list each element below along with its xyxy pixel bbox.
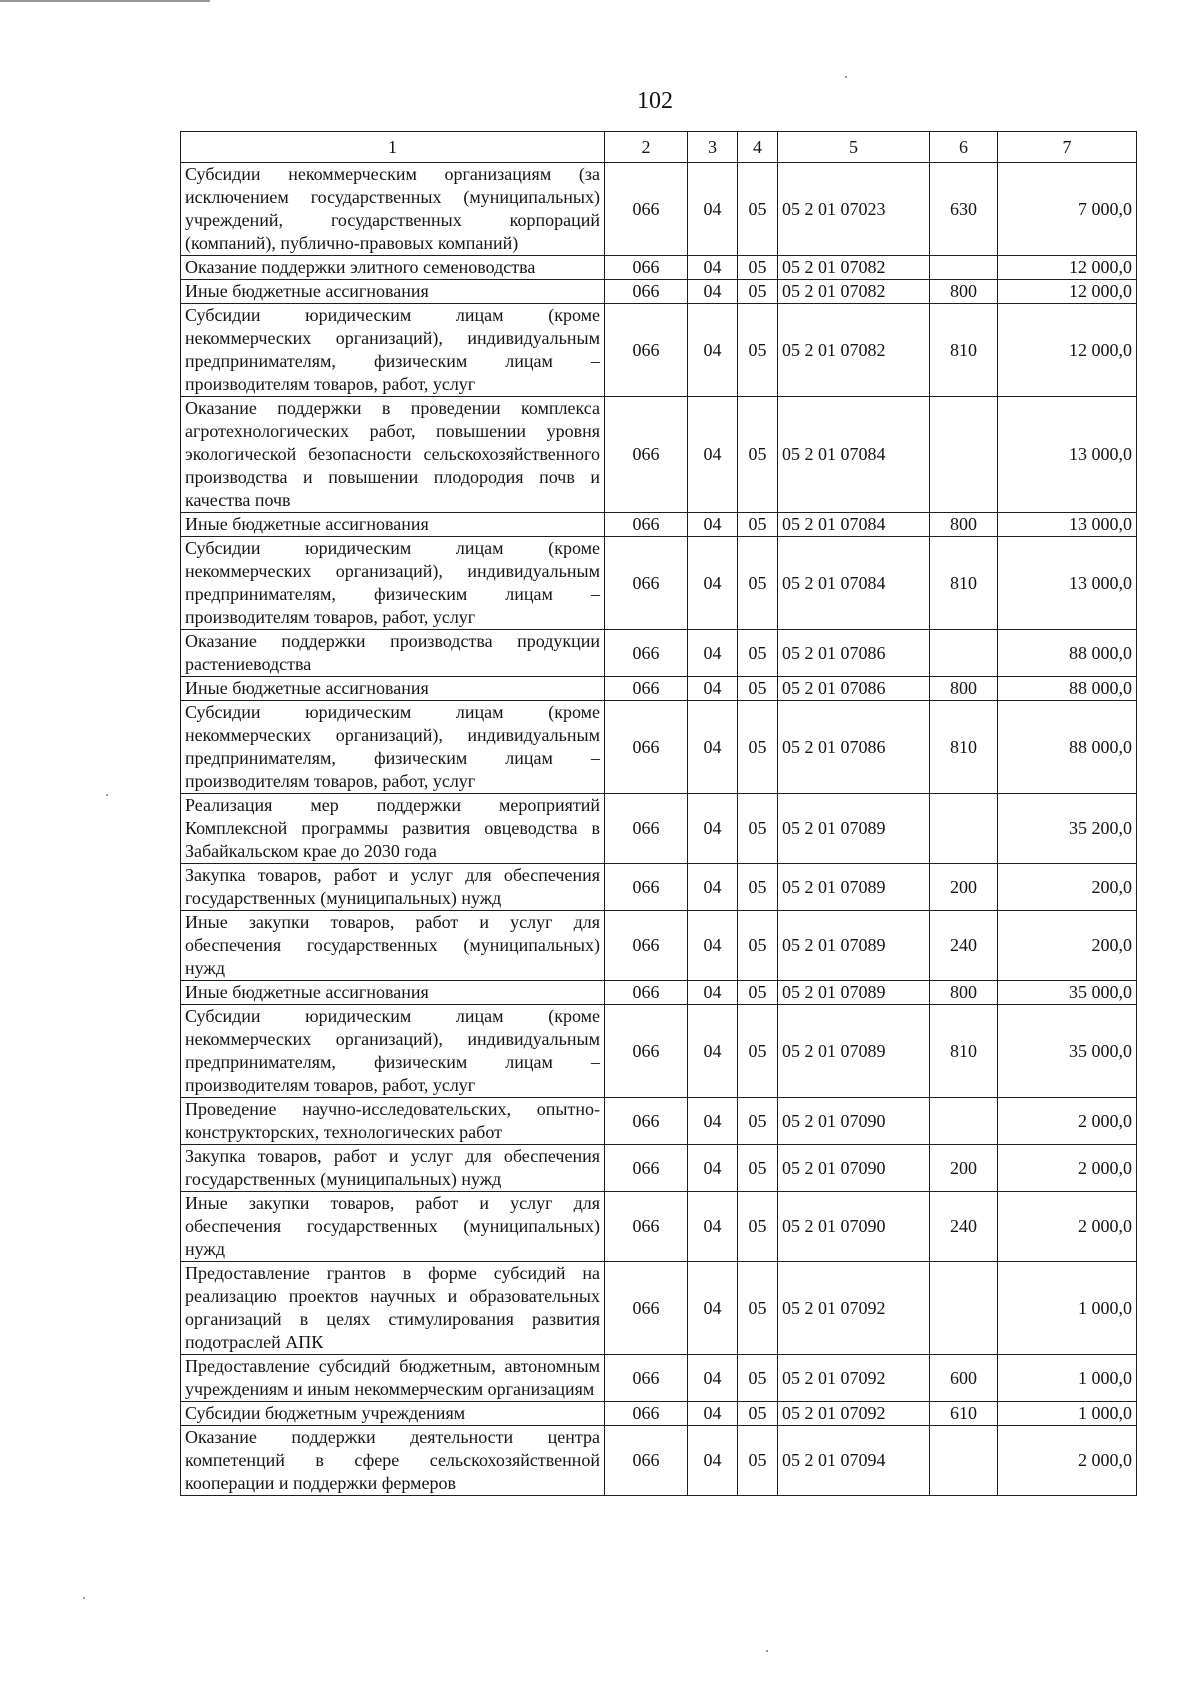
row-name: Оказание поддержки в проведении комплекса агротехнологических работ, повышении уровня экологической безопасности сельскохозяйственного производства и повышении плодородия почв и качества почв (181, 397, 605, 513)
row-col5: 05 2 01 07089 (778, 864, 930, 911)
scan-speck (106, 794, 108, 796)
row-col4: 05 (738, 981, 778, 1005)
row-col5: 05 2 01 07023 (778, 163, 930, 256)
row-col5: 05 2 01 07082 (778, 280, 930, 304)
row-col2: 066 (605, 981, 688, 1005)
row-col4: 05 (738, 397, 778, 513)
row-col3: 04 (688, 1402, 738, 1426)
scan-speck (83, 1597, 85, 1599)
table-row (181, 1355, 1137, 1402)
row-col7: 13 000,0 (998, 397, 1137, 513)
row-col5: 05 2 01 07090 (778, 1098, 930, 1145)
row-col7: 88 000,0 (998, 701, 1137, 794)
table-row (181, 794, 1137, 864)
row-col2: 066 (605, 1192, 688, 1262)
table-row (181, 1426, 1137, 1496)
row-col3: 04 (688, 630, 738, 677)
row-col2: 066 (605, 701, 688, 794)
row-name: Иные бюджетные ассигнования (181, 677, 605, 701)
header-cell: 3 (688, 132, 738, 163)
row-col2: 066 (605, 513, 688, 537)
table-row (181, 981, 1137, 1005)
table-row (181, 1005, 1137, 1098)
row-col2: 066 (605, 1005, 688, 1098)
row-name: Иные закупки товаров, работ и услуг для обеспечения государственных (муниципальных) нужд (181, 911, 605, 981)
row-name: Иные бюджетные ассигнования (181, 280, 605, 304)
header-cell: 2 (605, 132, 688, 163)
table-row (181, 513, 1137, 537)
row-col7: 1 000,0 (998, 1355, 1137, 1402)
row-col7: 1 000,0 (998, 1402, 1137, 1426)
row-name: Иные бюджетные ассигнования (181, 981, 605, 1005)
table-row (181, 537, 1137, 630)
table-row (181, 1098, 1137, 1145)
table-header-row (181, 132, 1137, 163)
row-col4: 05 (738, 1005, 778, 1098)
row-col6: 240 (930, 911, 998, 981)
row-col4: 05 (738, 864, 778, 911)
row-name: Оказание поддержки производства продукции растениеводства (181, 630, 605, 677)
scan-speck (766, 1650, 768, 1652)
row-name: Оказание поддержки деятельности центра компетенций в сфере сельскохозяйственной кооперации и поддержки фермеров (181, 1426, 605, 1496)
row-col2: 066 (605, 1355, 688, 1402)
row-col3: 04 (688, 701, 738, 794)
header-cell: 6 (930, 132, 998, 163)
row-col2: 066 (605, 911, 688, 981)
row-col4: 05 (738, 1402, 778, 1426)
row-col7: 88 000,0 (998, 630, 1137, 677)
row-col3: 04 (688, 794, 738, 864)
row-col5: 05 2 01 07092 (778, 1402, 930, 1426)
row-name: Субсидии юридическим лицам (кроме некоммерческих организаций), индивидуальным предпринимателям, физическим лицам – производителям товаров, работ, услуг (181, 304, 605, 397)
row-name: Субсидии юридическим лицам (кроме некоммерческих организаций), индивидуальным предпринимателям, физическим лицам – производителям товаров, работ, услуг (181, 537, 605, 630)
table-row (181, 163, 1137, 256)
row-col6 (930, 1098, 998, 1145)
row-name: Предоставление грантов в форме субсидий на реализацию проектов научных и образовательных организаций в целях стимулирования развития подотраслей АПК (181, 1262, 605, 1355)
row-col2: 066 (605, 1262, 688, 1355)
row-col6: 800 (930, 280, 998, 304)
row-col6 (930, 256, 998, 280)
row-col6: 810 (930, 1005, 998, 1098)
header-cell: 1 (181, 132, 605, 163)
row-name: Иные бюджетные ассигнования (181, 513, 605, 537)
row-col5: 05 2 01 07082 (778, 304, 930, 397)
row-col4: 05 (738, 1098, 778, 1145)
row-col7: 2 000,0 (998, 1426, 1137, 1496)
row-col7: 2 000,0 (998, 1192, 1137, 1262)
row-col5: 05 2 01 07084 (778, 513, 930, 537)
row-col4: 05 (738, 1426, 778, 1496)
row-col6: 800 (930, 981, 998, 1005)
row-col5: 05 2 01 07086 (778, 701, 930, 794)
row-col7: 12 000,0 (998, 304, 1137, 397)
row-col7: 13 000,0 (998, 513, 1137, 537)
row-col5: 05 2 01 07089 (778, 794, 930, 864)
row-col4: 05 (738, 630, 778, 677)
row-col7: 7 000,0 (998, 163, 1137, 256)
row-col6: 240 (930, 1192, 998, 1262)
row-name: Субсидии бюджетным учреждениям (181, 1402, 605, 1426)
row-col7: 35 200,0 (998, 794, 1137, 864)
row-col6 (930, 1426, 998, 1496)
table-row (181, 397, 1137, 513)
row-col5: 05 2 01 07086 (778, 630, 930, 677)
row-col3: 04 (688, 1262, 738, 1355)
row-col6: 610 (930, 1402, 998, 1426)
table-row (181, 864, 1137, 911)
row-col5: 05 2 01 07094 (778, 1426, 930, 1496)
table-row (181, 280, 1137, 304)
row-col4: 05 (738, 701, 778, 794)
row-col6: 200 (930, 1145, 998, 1192)
row-name: Закупка товаров, работ и услуг для обеспечения государственных (муниципальных) нужд (181, 864, 605, 911)
row-col3: 04 (688, 1192, 738, 1262)
row-col4: 05 (738, 163, 778, 256)
row-col7: 2 000,0 (998, 1145, 1137, 1192)
row-col2: 066 (605, 677, 688, 701)
row-col4: 05 (738, 1145, 778, 1192)
row-name: Закупка товаров, работ и услуг для обеспечения государственных (муниципальных) нужд (181, 1145, 605, 1192)
row-col5: 05 2 01 07089 (778, 981, 930, 1005)
row-col2: 066 (605, 1098, 688, 1145)
row-col3: 04 (688, 256, 738, 280)
row-col7: 12 000,0 (998, 280, 1137, 304)
row-col7: 13 000,0 (998, 537, 1137, 630)
row-col7: 200,0 (998, 864, 1137, 911)
row-col6 (930, 397, 998, 513)
row-col4: 05 (738, 256, 778, 280)
row-col2: 066 (605, 1145, 688, 1192)
row-col5: 05 2 01 07089 (778, 911, 930, 981)
row-col4: 05 (738, 1192, 778, 1262)
header-cell: 7 (998, 132, 1137, 163)
row-col2: 066 (605, 1426, 688, 1496)
row-col5: 05 2 01 07084 (778, 397, 930, 513)
row-name: Субсидии некоммерческим организациям (за исключением государственных (муниципальных) учреждений, государственных корпораций (компаний), публично-правовых компаний) (181, 163, 605, 256)
row-col3: 04 (688, 304, 738, 397)
row-name: Проведение научно-исследовательских, опытно-конструкторских, технологических работ (181, 1098, 605, 1145)
row-col6: 800 (930, 677, 998, 701)
row-name: Предоставление субсидий бюджетным, автономным учреждениям и иным некоммерческим организациям (181, 1355, 605, 1402)
row-name: Субсидии юридическим лицам (кроме некоммерческих организаций), индивидуальным предпринимателям, физическим лицам – производителям товаров, работ, услуг (181, 701, 605, 794)
row-name: Иные закупки товаров, работ и услуг для обеспечения государственных (муниципальных) нужд (181, 1192, 605, 1262)
row-col2: 066 (605, 163, 688, 256)
row-col5: 05 2 01 07092 (778, 1355, 930, 1402)
budget-table (180, 131, 1137, 1496)
row-col5: 05 2 01 07090 (778, 1145, 930, 1192)
row-col2: 066 (605, 397, 688, 513)
row-col2: 066 (605, 794, 688, 864)
row-col6 (930, 1262, 998, 1355)
row-col2: 066 (605, 304, 688, 397)
table-row (181, 1262, 1137, 1355)
row-col3: 04 (688, 1355, 738, 1402)
row-col5: 05 2 01 07082 (778, 256, 930, 280)
row-col7: 12 000,0 (998, 256, 1137, 280)
table-row (181, 677, 1137, 701)
row-col3: 04 (688, 1145, 738, 1192)
row-col5: 05 2 01 07086 (778, 677, 930, 701)
row-col3: 04 (688, 911, 738, 981)
row-col5: 05 2 01 07092 (778, 1262, 930, 1355)
row-col2: 066 (605, 256, 688, 280)
table-row (181, 1402, 1137, 1426)
row-col2: 066 (605, 864, 688, 911)
row-col3: 04 (688, 677, 738, 701)
table-row (181, 256, 1137, 280)
row-col6: 800 (930, 513, 998, 537)
scan-speck (845, 76, 847, 78)
row-name: Реализация мер поддержки мероприятий Комплексной программы развития овцеводства в Забайкальском крае до 2030 года (181, 794, 605, 864)
row-col6 (930, 794, 998, 864)
row-col5: 05 2 01 07084 (778, 537, 930, 630)
row-col5: 05 2 01 07089 (778, 1005, 930, 1098)
page-number: 102 (637, 88, 673, 114)
row-col7: 200,0 (998, 911, 1137, 981)
row-col7: 2 000,0 (998, 1098, 1137, 1145)
row-col5: 05 2 01 07090 (778, 1192, 930, 1262)
row-col2: 066 (605, 537, 688, 630)
row-col3: 04 (688, 981, 738, 1005)
table-row (181, 1192, 1137, 1262)
row-col3: 04 (688, 1098, 738, 1145)
row-col3: 04 (688, 537, 738, 630)
row-col4: 05 (738, 911, 778, 981)
row-col3: 04 (688, 1426, 738, 1496)
row-col6: 810 (930, 304, 998, 397)
scan-edge-line (0, 0, 210, 2)
header-cell: 4 (738, 132, 778, 163)
row-col2: 066 (605, 280, 688, 304)
row-col6 (930, 630, 998, 677)
table-row (181, 701, 1137, 794)
row-col2: 066 (605, 630, 688, 677)
row-col6: 600 (930, 1355, 998, 1402)
row-col3: 04 (688, 513, 738, 537)
row-col3: 04 (688, 864, 738, 911)
row-col6: 810 (930, 701, 998, 794)
table-row (181, 630, 1137, 677)
row-col4: 05 (738, 280, 778, 304)
table-row (181, 1145, 1137, 1192)
row-col7: 1 000,0 (998, 1262, 1137, 1355)
row-col4: 05 (738, 677, 778, 701)
row-col7: 35 000,0 (998, 1005, 1137, 1098)
row-col3: 04 (688, 397, 738, 513)
row-col3: 04 (688, 163, 738, 256)
header-cell: 5 (778, 132, 930, 163)
row-name: Оказание поддержки элитного семеноводства (181, 256, 605, 280)
row-col3: 04 (688, 280, 738, 304)
row-col4: 05 (738, 1355, 778, 1402)
row-col3: 04 (688, 1005, 738, 1098)
row-col4: 05 (738, 537, 778, 630)
row-col4: 05 (738, 1262, 778, 1355)
table-row (181, 304, 1137, 397)
row-col7: 88 000,0 (998, 677, 1137, 701)
row-col2: 066 (605, 1402, 688, 1426)
row-col4: 05 (738, 304, 778, 397)
row-col7: 35 000,0 (998, 981, 1137, 1005)
row-col6: 630 (930, 163, 998, 256)
table-row (181, 911, 1137, 981)
row-col4: 05 (738, 513, 778, 537)
row-col6: 810 (930, 537, 998, 630)
row-col6: 200 (930, 864, 998, 911)
row-col4: 05 (738, 794, 778, 864)
row-name: Субсидии юридическим лицам (кроме некоммерческих организаций), индивидуальным предпринимателям, физическим лицам – производителям товаров, работ, услуг (181, 1005, 605, 1098)
